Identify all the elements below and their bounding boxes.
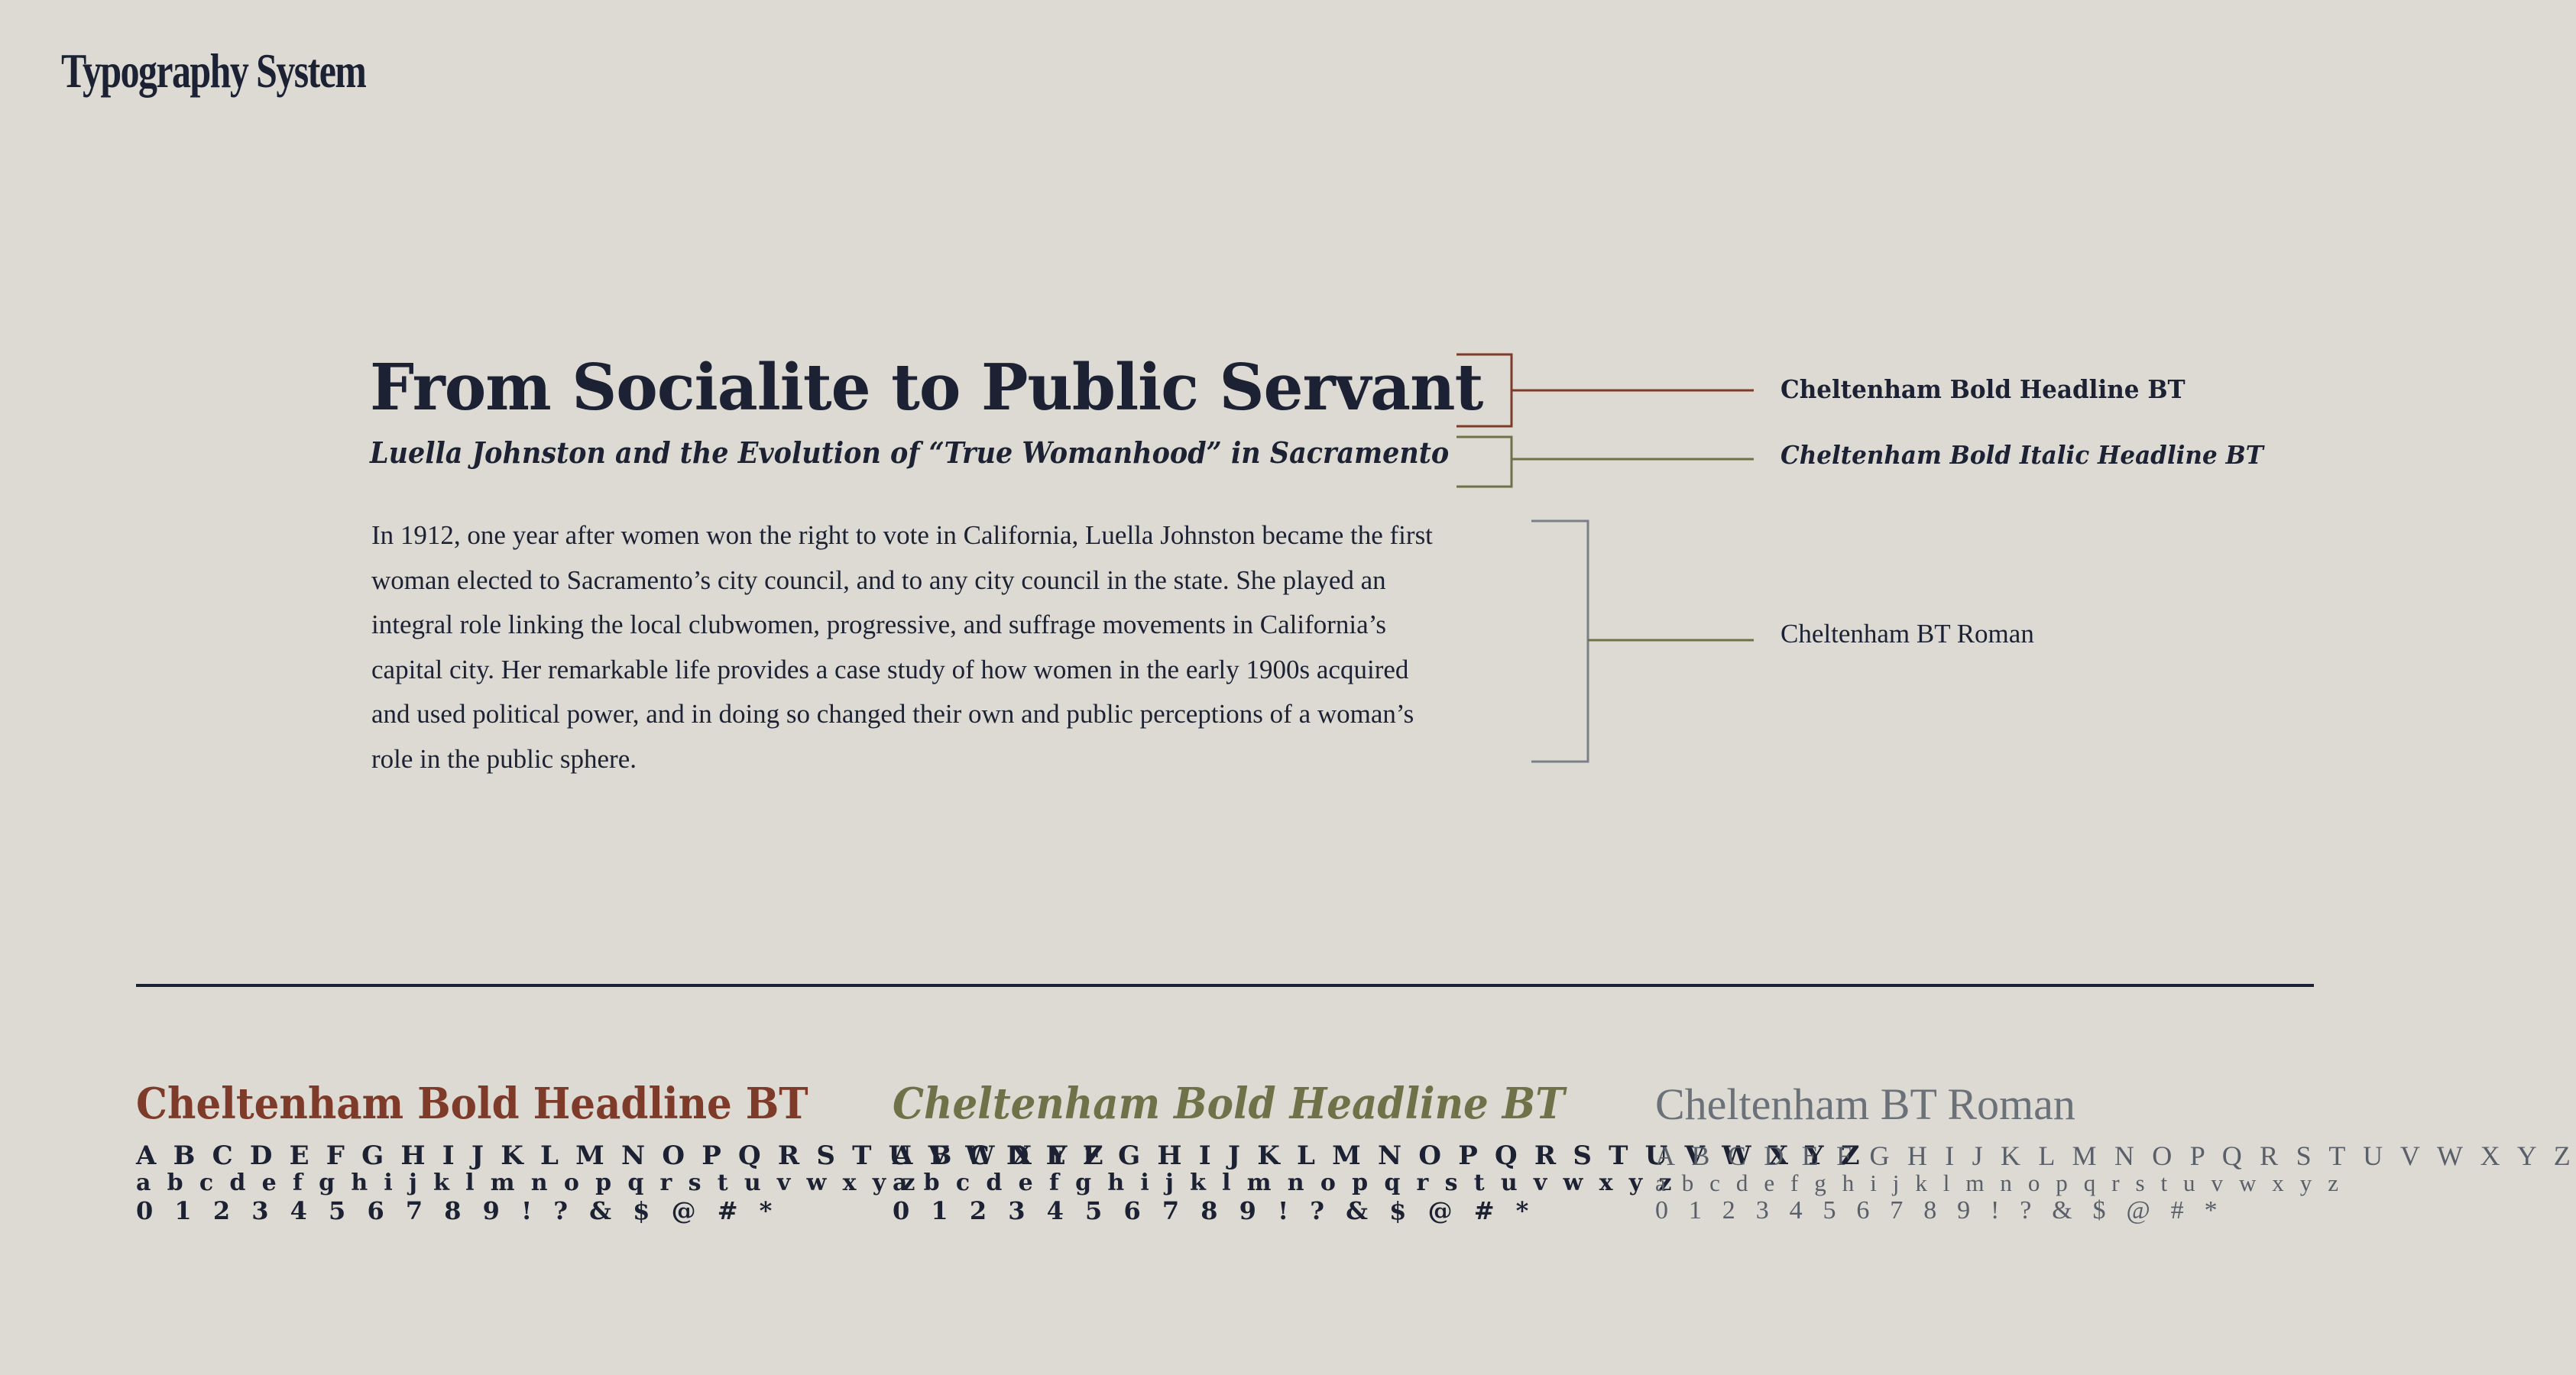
glyph-set bbox=[1655, 1141, 2576, 1225]
specimen-name: Cheltenham Bold Headline BT bbox=[136, 1079, 808, 1129]
specimen-roman bbox=[1655, 1079, 2576, 1225]
body-bracket bbox=[1531, 521, 1754, 762]
numeral-glyphs: 0 1 2 3 4 5 6 7 8 9 ! ? & $ @ # * bbox=[136, 1196, 779, 1225]
numeral-glyphs: 0 1 2 3 4 5 6 7 8 9 ! ? & $ @ # * bbox=[1655, 1196, 2224, 1225]
uppercase-glyphs: A B C D E F G H I J K L M N O P Q R S T U V W X Y Z bbox=[893, 1140, 1864, 1171]
lowercase-glyphs: a b c d e f g h i j k l m n o p q r s t u v w x y z bbox=[1655, 1170, 2344, 1196]
body-line: and used political power, and in doing so changed their own and public perceptions of a woman’s bbox=[371, 699, 1414, 730]
numeral-glyphs: 0 1 2 3 4 5 6 7 8 9 ! ? & $ @ # * bbox=[893, 1196, 1535, 1225]
body-line: capital city. Her remarkable life provides a case study of how women in the early 1900s acquired bbox=[371, 654, 1409, 684]
uppercase-glyphs: A B C D E F G H I J K L M N O P Q R S T U V W X Y Z bbox=[1655, 1140, 2576, 1171]
subhead-bracket bbox=[1456, 437, 1754, 487]
body-line: role in the public sphere. bbox=[371, 743, 637, 774]
page-title: Typography System bbox=[61, 44, 366, 98]
uppercase-glyphs: A B C D E F G H I J K L M N O P Q R S T U V W X Y Z bbox=[136, 1140, 1107, 1171]
sample-headline: From Socialite to Public Servant bbox=[370, 350, 1483, 425]
sample-subhead: Luella Johnston and the Evolution of “True Womanhood” in Sacramento bbox=[370, 435, 1450, 470]
section-divider bbox=[136, 984, 2314, 987]
headline-bracket bbox=[1456, 354, 1754, 426]
specimen-name: Cheltenham BT Roman bbox=[1655, 1079, 2075, 1129]
specimen-name: Cheltenham Bold Headline BT bbox=[893, 1079, 1565, 1129]
lowercase-glyphs: a b c d e f g h i j k l m n o p q r s t u v w x y z bbox=[136, 1170, 919, 1196]
body-line: woman elected to Sacramento’s city council, and to any city council in the state. She played an bbox=[371, 565, 1386, 595]
subhead-font-label: Cheltenham Bold Italic Headline BT bbox=[1781, 440, 2263, 470]
body-line: integral role linking the local clubwomen, progressive, and suffrage movements in California’s bbox=[371, 610, 1387, 640]
headline-font-label: Cheltenham Bold Headline BT bbox=[1781, 374, 2186, 404]
lowercase-glyphs: a b c d e f g h i j k l m n o p q r s t u v w x y z bbox=[893, 1170, 1676, 1196]
body-font-label: Cheltenham BT Roman bbox=[1781, 619, 2034, 649]
body-line: In 1912, one year after women won the right to vote in California, Luella Johnston became the first bbox=[371, 520, 1433, 550]
